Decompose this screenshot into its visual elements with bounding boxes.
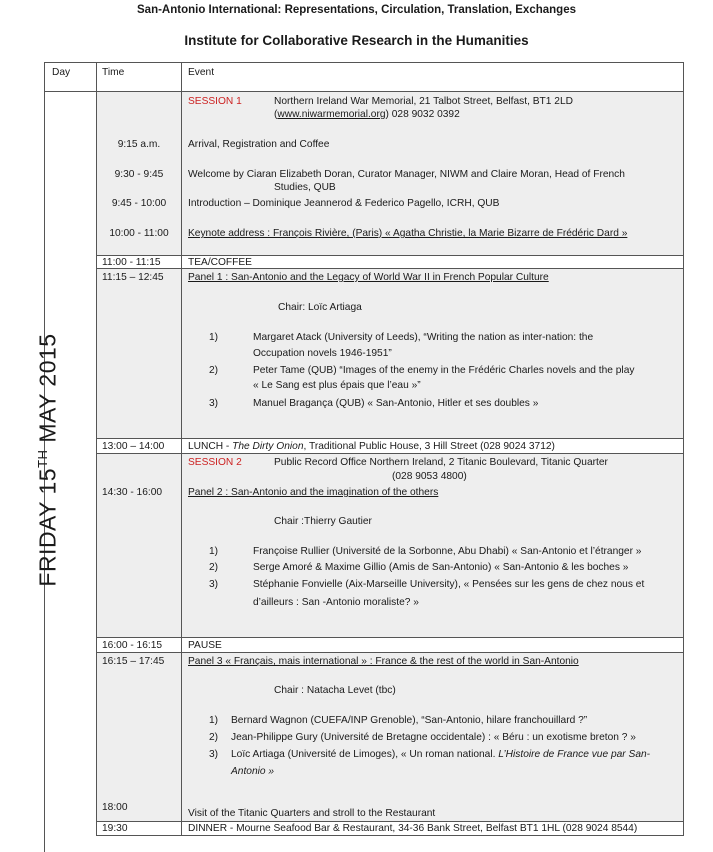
session2-phone: (028 9053 4800): [392, 471, 467, 482]
session1-label: SESSION 1: [188, 96, 242, 107]
panel3-talk3-number: 3): [209, 749, 219, 760]
column-header-day: Day: [52, 67, 71, 78]
lunch-prefix: LUNCH -: [188, 441, 233, 452]
row-line-tea-bottom: [96, 268, 684, 269]
visit-event: Visit of the Titanic Quarters and stroll to the Restaurant: [188, 808, 436, 819]
panel1-talk2-line1: Peter Tame (QUB) “Images of the enemy in the Frédéric Charles novels and the play: [253, 365, 635, 376]
panel1-title: Panel 1 : San-Antonio and the Legacy of World War II in French Popular Culture: [188, 272, 549, 283]
tea-time: 11:00 - 11:15: [102, 257, 161, 268]
visit-time: 18:00: [102, 802, 128, 813]
panel3-talk3-title-part: Loïc Artiaga (Université de Limoges), « Un roman national.: [231, 749, 499, 760]
panel1-chair: Chair: Loïc Artiaga: [278, 302, 362, 313]
panel2-talk3-number: 3): [209, 579, 219, 590]
day-label-main: FRIDAY 15: [34, 467, 61, 587]
panel2-talk1-number: 1): [209, 546, 219, 557]
lunch-event: [188, 440, 555, 453]
session1-website-link[interactable]: www.niwarmemorial.org: [277, 109, 386, 120]
arrival-event: Arrival, Registration and Coffee: [188, 139, 330, 150]
day-label: [35, 333, 62, 586]
day-label-ordinal: TH: [34, 449, 50, 468]
panel1-talk2-line2: « Le Sang est plus épais que l’eau »”: [253, 380, 421, 391]
panel2-talk2-number: 2): [209, 562, 219, 573]
panel3-talk1-line1: Bernard Wagnon (CUEFA/INP Grenoble), “San-Antonio, hilare franchouillard ?”: [231, 715, 588, 726]
table-border-bottom: [96, 835, 684, 836]
welcome-event-line2: Studies, QUB: [274, 182, 336, 193]
panel2-chair: Chair :Thierry Gautier: [274, 516, 372, 527]
panel1-time: 11:15 – 12:45: [102, 272, 164, 283]
header-row-bottom: [44, 91, 684, 92]
table-border-right: [683, 62, 684, 836]
lunch-venue-name: The Dirty Onion: [232, 441, 304, 452]
col-line-time-event: [181, 62, 182, 836]
welcome-event-line1: Welcome by Ciaran Elizabeth Doran, Curator Manager, NIWM and Claire Moran, Head of French: [188, 169, 625, 180]
pause-event: PAUSE: [188, 640, 222, 651]
panel3-time: 16:15 – 17:45: [102, 656, 165, 667]
panel3-talk3-book-title: L’Histoire de France vue par San-: [498, 749, 651, 760]
arrival-time: 9:15 a.m.: [117, 139, 161, 150]
day-label-month: MAY 2015: [34, 333, 61, 450]
panel1-talk1-number: 1): [209, 332, 219, 343]
dinner-time: 19:30: [102, 823, 128, 834]
row-line-pause-bottom: [96, 652, 684, 653]
panel1-talk3-number: 3): [209, 398, 219, 409]
lunch-time: 13:00 – 14:00: [102, 441, 165, 452]
panel3-talk2-line1: Jean-Philippe Gury (Université de Bretagne occidentale) : « Béru : un exotisme breton ? »: [231, 732, 636, 743]
panel2-talk3-line2: d’ailleurs : San -Antonio moraliste? »: [253, 597, 419, 608]
panel3-title: Panel 3 « Français, mais international » : France & the rest of the world in San-Antonio: [188, 656, 579, 667]
session1-venue: Northern Ireland War Memorial, 21 Talbot Street, Belfast, BT1 2LD: [274, 96, 573, 107]
column-header-event: Event: [188, 67, 215, 78]
row-line-lunch-bottom: [96, 453, 684, 454]
session1-contact: [274, 108, 460, 121]
panel3-talk2-number: 2): [209, 732, 219, 743]
session2-label: SESSION 2: [188, 457, 242, 468]
panel1-talk1-line2: Occupation novels 1946-1951”: [253, 348, 392, 359]
panel1-talk1-line1: Margaret Atack (University of Leeds), “Writing the nation as inter-nation: the: [253, 332, 594, 343]
dinner-event: DINNER - Mourne Seafood Bar & Restaurant, 34-36 Bank Street, Belfast BT1 1HL (028 9024 8544): [188, 823, 638, 834]
row-line-tea-top: [96, 255, 684, 256]
panel3-talk1-number: 1): [209, 715, 219, 726]
conference-title: San-Antonio International: Representations, Circulation, Translation, Exchanges: [137, 4, 576, 16]
row-line-lunch-top: [96, 438, 684, 439]
panel2-talk3-line1: Stéphanie Fonvielle (Aix-Marseille University), « Pensées sur les gens de chez nous et: [253, 579, 645, 590]
column-header-time: Time: [102, 67, 125, 78]
keynote-time: 10:00 - 11:00: [109, 228, 169, 239]
pause-time: 16:00 - 16:15: [102, 640, 163, 651]
intro-time: 9:45 - 10:00: [111, 198, 167, 209]
panel3-talk3-book-title-cont: Antonio »: [231, 766, 275, 777]
keynote-event: Keynote address : François Rivière, (Paris) « Agatha Christie, la Marie Bizarre de Frédéric Dard »: [188, 228, 628, 239]
welcome-time: 9:30 - 9:45: [114, 169, 164, 180]
panel3-chair: Chair : Natacha Levet (tbc): [274, 685, 396, 696]
tea-event: TEA/COFFEE: [188, 257, 252, 268]
lunch-details: , Traditional Public House, 3 Hill Street (028 9024 3712): [303, 441, 555, 452]
session1-website-open: (: [274, 109, 278, 120]
panel3-talk3-line1: [231, 748, 650, 761]
panel2-talk2-line1: Serge Amoré & Maxime Gillio (Amis de San-Antonio) « San-Antonio & les boches »: [253, 562, 629, 573]
table-border-top: [44, 62, 684, 63]
row-line-pause-top: [96, 637, 684, 638]
session1-phone: ) 028 9032 0392: [385, 109, 460, 120]
session2-venue: Public Record Office Northern Ireland, 2 Titanic Boulevard, Titanic Quarter: [274, 457, 608, 468]
panel2-title: Panel 2 : San-Antonio and the imagination of the others: [188, 487, 439, 498]
panel1-talk3-line1: Manuel Bragança (QUB) « San-Antonio, Hitler et ses doubles »: [253, 398, 539, 409]
panel1-talk2-number: 2): [209, 365, 219, 376]
panel2-time: 14:30 - 16:00: [102, 487, 163, 498]
institute-title: Institute for Collaborative Research in the Humanities: [184, 33, 529, 48]
intro-event: Introduction – Dominique Jeannerod & Federico Pagello, ICRH, QUB: [188, 198, 500, 209]
panel3-talk3-line2: [231, 765, 274, 778]
panel2-talk1-line1: Françoise Rullier (Université de la Sorbonne, Abu Dhabi) « San-Antonio et l’étranger »: [253, 546, 642, 557]
